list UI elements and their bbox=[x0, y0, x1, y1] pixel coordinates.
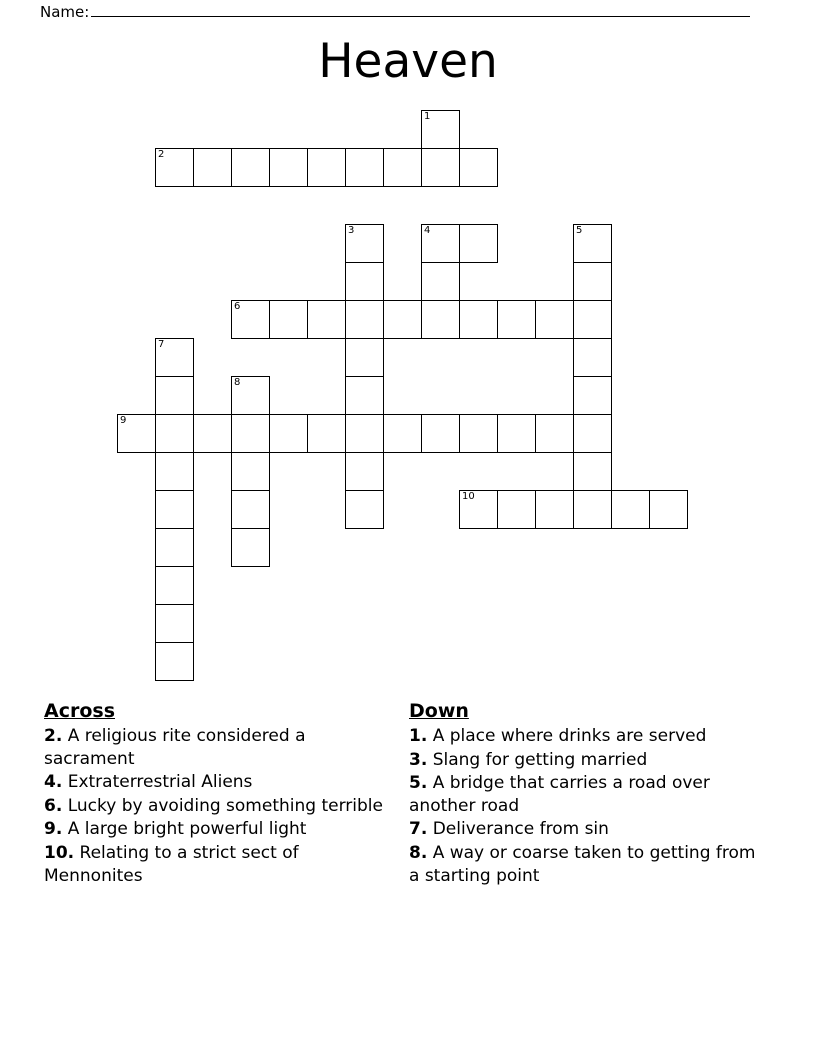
grid-cell[interactable] bbox=[573, 338, 612, 377]
clue-number: 6. bbox=[44, 795, 63, 816]
grid-cell[interactable] bbox=[231, 414, 270, 453]
grid-cell[interactable] bbox=[459, 414, 498, 453]
grid-cell-number: 4 bbox=[424, 225, 431, 236]
grid-cell[interactable] bbox=[535, 490, 574, 529]
grid-cell[interactable] bbox=[345, 452, 384, 491]
grid-cell-number: 5 bbox=[576, 225, 583, 236]
grid-cell[interactable] bbox=[155, 528, 194, 567]
grid-cell[interactable] bbox=[307, 300, 346, 339]
grid-cell[interactable] bbox=[573, 490, 612, 529]
grid-cell[interactable] bbox=[345, 224, 384, 263]
grid-cell[interactable] bbox=[231, 452, 270, 491]
grid-cell[interactable] bbox=[269, 148, 308, 187]
clue-number: 4. bbox=[44, 772, 63, 793]
clue-item bbox=[44, 725, 391, 770]
grid-cell[interactable] bbox=[535, 414, 574, 453]
grid-cell[interactable] bbox=[231, 528, 270, 567]
grid-cell[interactable] bbox=[269, 300, 308, 339]
clues-section bbox=[44, 700, 774, 888]
clue-number: 1. bbox=[409, 726, 428, 746]
clue-text: A way or coarse taken to getting from a starting point bbox=[409, 843, 756, 886]
grid-cell[interactable] bbox=[421, 110, 460, 149]
down-heading: Down bbox=[409, 700, 469, 722]
grid-cell[interactable] bbox=[573, 300, 612, 339]
grid-cell[interactable] bbox=[345, 376, 384, 415]
grid-cell[interactable] bbox=[155, 642, 194, 681]
grid-cell-number: 6 bbox=[234, 301, 241, 312]
clue-item bbox=[409, 818, 756, 841]
grid-cell[interactable] bbox=[345, 338, 384, 377]
grid-cell[interactable] bbox=[193, 414, 232, 453]
clue-item bbox=[44, 818, 391, 841]
clue-number: 10. bbox=[44, 843, 75, 864]
grid-cell[interactable] bbox=[649, 490, 688, 529]
clue-text: Slang for getting married bbox=[427, 749, 648, 770]
grid-cell-number: 2 bbox=[158, 149, 165, 160]
grid-cell[interactable] bbox=[307, 414, 346, 453]
grid-cell[interactable] bbox=[155, 148, 194, 187]
clue-text: A religious rite considered a sacrament bbox=[44, 726, 306, 769]
grid-cell[interactable] bbox=[345, 148, 384, 187]
grid-cell[interactable] bbox=[383, 414, 422, 453]
grid-cell[interactable] bbox=[345, 490, 384, 529]
grid-cell[interactable] bbox=[421, 148, 460, 187]
grid-cell[interactable] bbox=[421, 224, 460, 263]
name-field-row bbox=[40, 2, 750, 21]
grid-cell-number: 3 bbox=[348, 225, 355, 236]
clue-text: A place where drinks are served bbox=[427, 726, 707, 746]
across-clue-list bbox=[44, 725, 391, 887]
grid-cell[interactable] bbox=[459, 300, 498, 339]
grid-cell[interactable] bbox=[231, 376, 270, 415]
across-column bbox=[44, 700, 409, 888]
grid-cell[interactable] bbox=[573, 262, 612, 301]
name-write-line[interactable] bbox=[91, 2, 750, 17]
grid-cell[interactable] bbox=[573, 452, 612, 491]
clue-item bbox=[409, 842, 756, 887]
grid-cell-number: 8 bbox=[234, 377, 241, 388]
name-label: Name: bbox=[40, 3, 90, 21]
grid-cell-number: 7 bbox=[158, 339, 165, 350]
grid-cell[interactable] bbox=[155, 338, 194, 377]
grid-cell[interactable] bbox=[345, 300, 384, 339]
grid-cell[interactable] bbox=[573, 224, 612, 263]
grid-cell[interactable] bbox=[421, 262, 460, 301]
grid-cell[interactable] bbox=[307, 148, 346, 187]
clue-item bbox=[44, 795, 391, 818]
grid-cell[interactable] bbox=[383, 300, 422, 339]
clue-number: 2. bbox=[44, 726, 63, 746]
grid-cell[interactable] bbox=[269, 414, 308, 453]
grid-cell[interactable] bbox=[497, 490, 536, 529]
grid-cell[interactable] bbox=[573, 376, 612, 415]
clue-number: 7. bbox=[409, 819, 428, 840]
clue-text: Deliverance from sin bbox=[427, 819, 609, 840]
clue-text: A large bright powerful light bbox=[62, 819, 307, 840]
clue-number: 3. bbox=[409, 749, 428, 770]
grid-cell[interactable] bbox=[573, 414, 612, 453]
grid-cell[interactable] bbox=[345, 414, 384, 453]
clue-text: Lucky by avoiding something terrible bbox=[62, 795, 383, 816]
clue-number: 8. bbox=[409, 843, 428, 864]
grid-cell[interactable] bbox=[231, 148, 270, 187]
grid-cell[interactable] bbox=[497, 414, 536, 453]
grid-cell[interactable] bbox=[497, 300, 536, 339]
across-heading: Across bbox=[44, 700, 116, 722]
clue-item bbox=[409, 749, 756, 772]
grid-cell[interactable] bbox=[383, 148, 422, 187]
grid-cell[interactable] bbox=[459, 148, 498, 187]
grid-cell[interactable] bbox=[535, 300, 574, 339]
clue-number: 5. bbox=[409, 773, 428, 794]
clue-text: Relating to a strict sect of Mennonites bbox=[44, 843, 299, 886]
clue-item bbox=[44, 842, 391, 887]
grid-cell[interactable] bbox=[459, 490, 498, 529]
grid-cell[interactable] bbox=[231, 490, 270, 529]
grid-cell-number: 9 bbox=[120, 415, 127, 426]
grid-cell[interactable] bbox=[155, 490, 194, 529]
grid-cell-number: 10 bbox=[462, 491, 475, 502]
down-clue-list bbox=[409, 725, 756, 887]
clue-number: 9. bbox=[44, 819, 63, 840]
grid-cell[interactable] bbox=[611, 490, 650, 529]
grid-cell[interactable] bbox=[421, 414, 460, 453]
grid-cell[interactable] bbox=[117, 414, 156, 453]
grid-cell[interactable] bbox=[155, 566, 194, 605]
crossword-grid[interactable] bbox=[117, 110, 697, 695]
grid-cell[interactable] bbox=[155, 452, 194, 491]
clue-item bbox=[44, 771, 391, 794]
grid-cell-number: 1 bbox=[424, 111, 431, 122]
clue-text: Extraterrestrial Aliens bbox=[62, 772, 253, 793]
grid-cell[interactable] bbox=[193, 148, 232, 187]
grid-cell[interactable] bbox=[155, 604, 194, 643]
grid-cell[interactable] bbox=[345, 262, 384, 301]
page-title: Heaven bbox=[318, 34, 498, 89]
grid-cell[interactable] bbox=[459, 224, 498, 263]
grid-cell[interactable] bbox=[155, 414, 194, 453]
grid-cell[interactable] bbox=[421, 300, 460, 339]
down-column bbox=[409, 700, 774, 888]
clue-text: A bridge that carries a road over another road bbox=[409, 773, 710, 816]
clue-item bbox=[409, 772, 756, 817]
grid-cell[interactable] bbox=[155, 376, 194, 415]
clue-item bbox=[409, 725, 756, 748]
grid-cell[interactable] bbox=[231, 300, 270, 339]
